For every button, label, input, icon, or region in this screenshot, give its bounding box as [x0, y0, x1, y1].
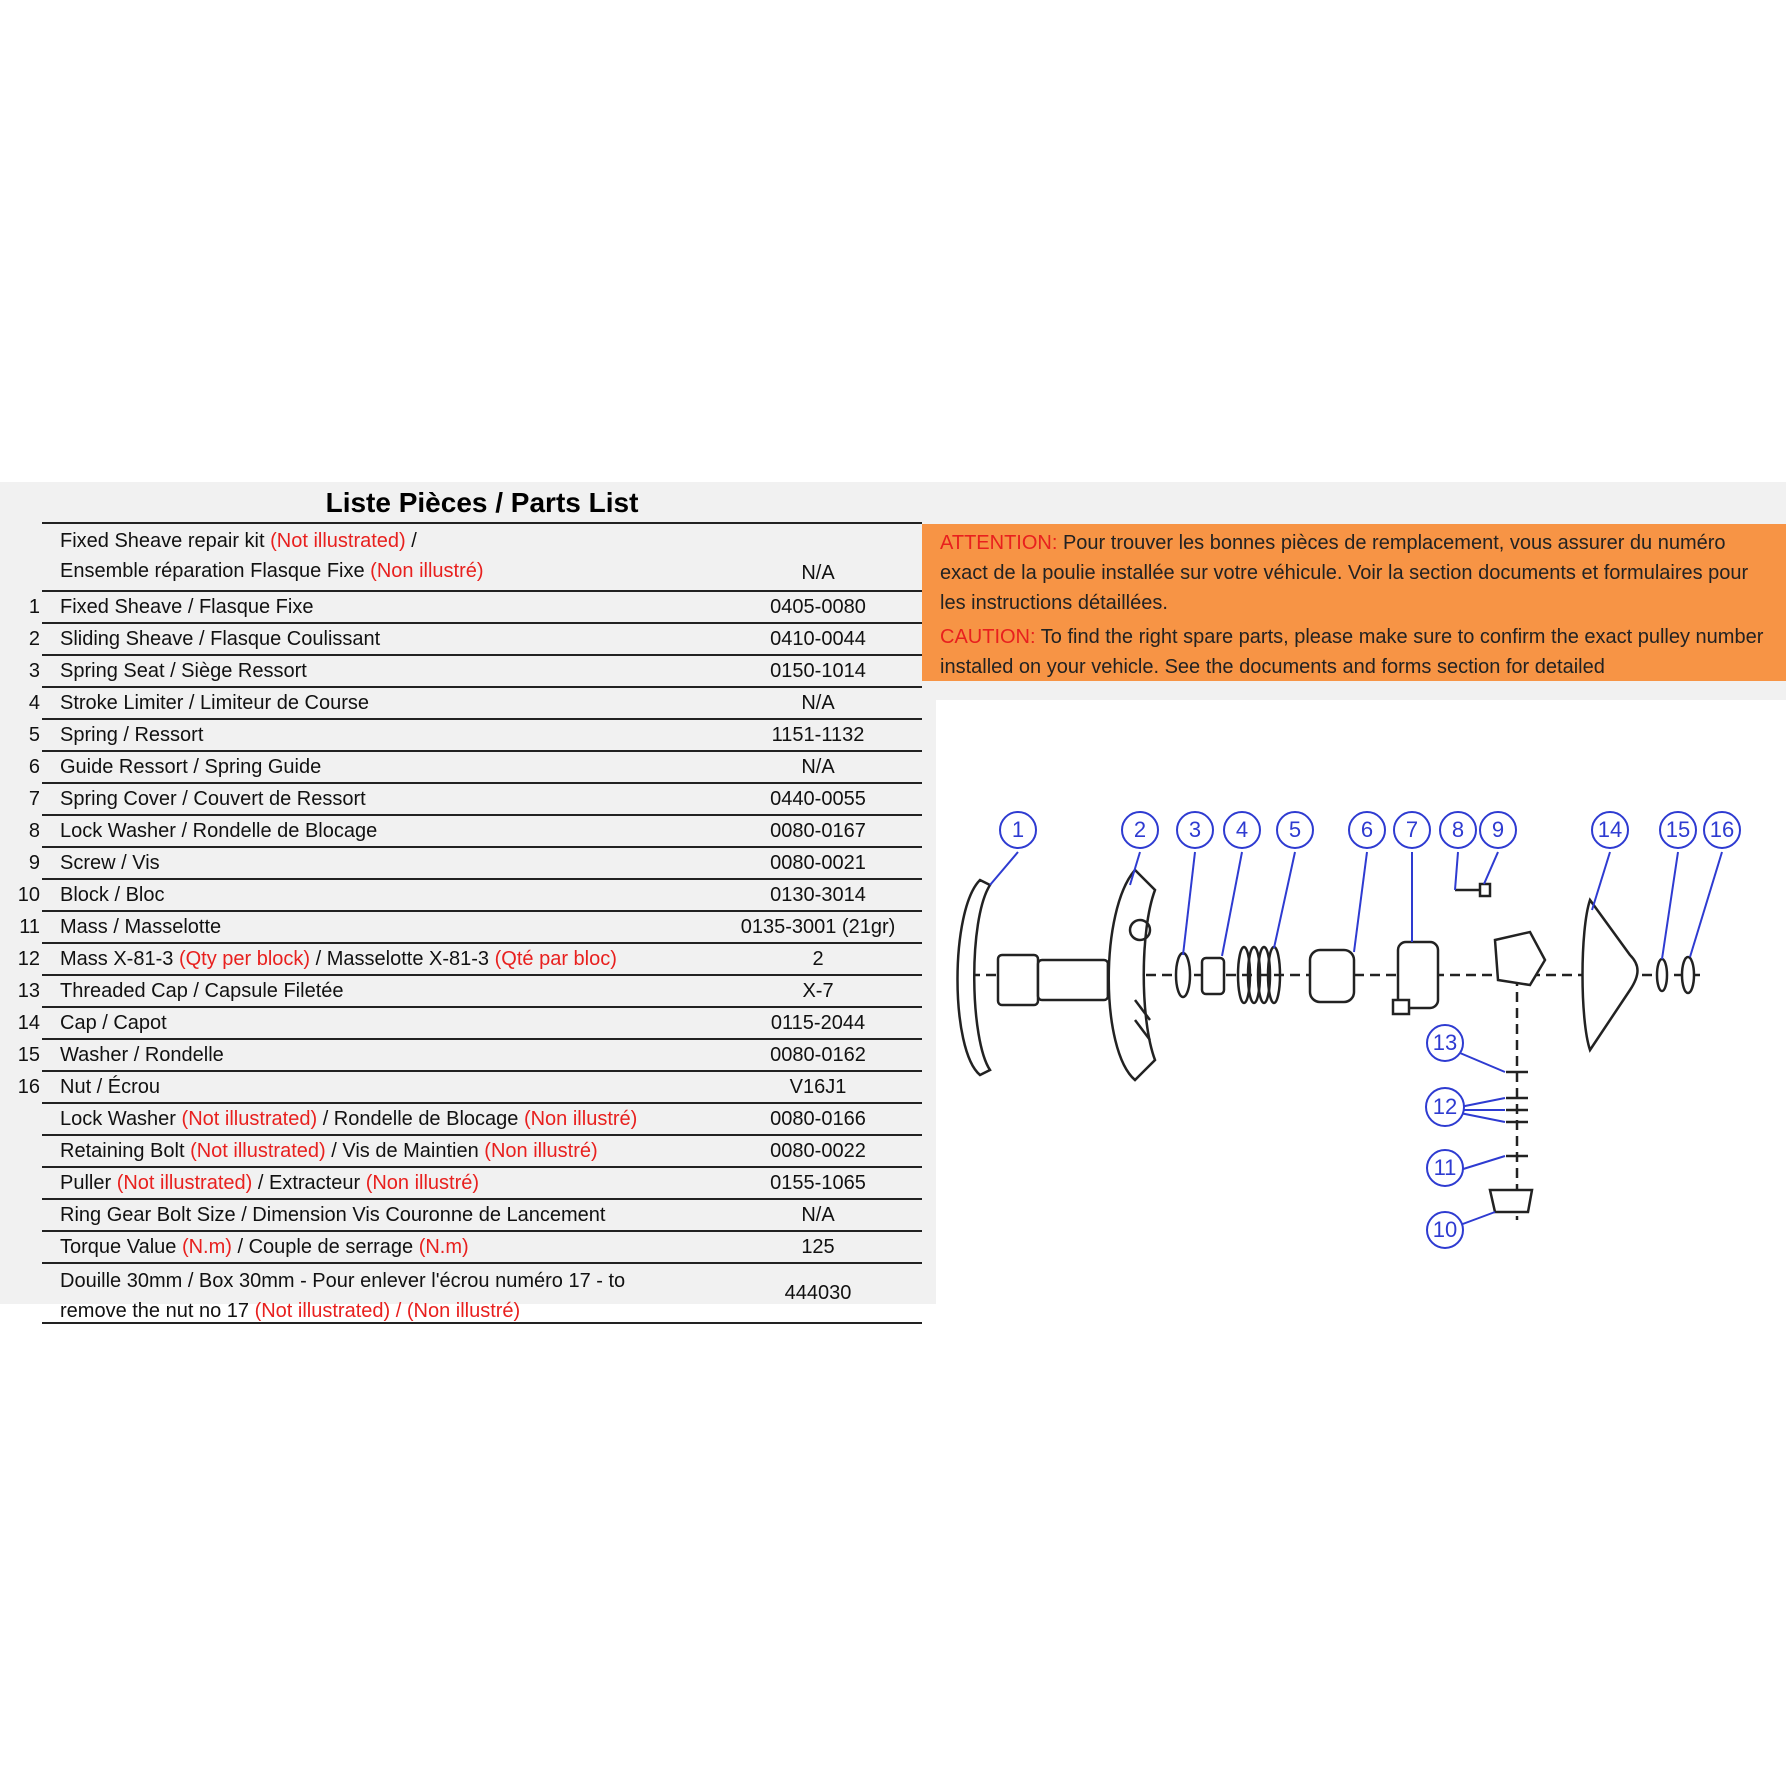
- kit-line1: Fixed Sheave repair kit: [60, 530, 271, 552]
- extra-description-b: / Extracteur: [252, 1172, 366, 1194]
- part-description: Nut / Écrou: [60, 1076, 161, 1098]
- block-part: [1495, 932, 1545, 985]
- part-description-cell: [60, 752, 321, 782]
- callout-10: [1427, 1212, 1463, 1248]
- exploded-diagram: [950, 760, 1750, 1270]
- extra-description-cell: [60, 1168, 479, 1198]
- block-bottom-part: [1490, 1190, 1532, 1212]
- part-number: 4: [28, 692, 40, 714]
- callout-7: [1394, 812, 1430, 848]
- extra-code: 0080-0022: [770, 1140, 866, 1162]
- part-number: 3: [28, 660, 40, 682]
- part-code: N/A: [801, 692, 835, 714]
- extra-description: Puller: [60, 1172, 117, 1194]
- part-code: 0080-0162: [770, 1044, 866, 1066]
- part-code: 0135-3001 (21gr): [740, 916, 896, 938]
- extra-description-cell: [60, 1200, 605, 1230]
- part-code: 1151-1132: [771, 724, 865, 746]
- part-code: 0150-1014: [770, 660, 866, 682]
- svg-text:1: 1: [1011, 816, 1025, 842]
- callout-5: [1277, 812, 1313, 848]
- part-number: 6: [28, 756, 40, 778]
- table-row: [14, 592, 922, 622]
- socket-code: 444030: [784, 1282, 852, 1304]
- part-description: Guide Ressort / Spring Guide: [60, 756, 322, 778]
- part-description-cell: [60, 880, 164, 910]
- extra-description-b: / Vis de Maintien: [325, 1140, 485, 1162]
- part-description-cell: [60, 784, 366, 814]
- part-description-cell: [60, 688, 369, 718]
- socket-line2: remove the nut no 17: [60, 1300, 255, 1322]
- part-note: (Qty per block): [178, 948, 311, 970]
- part-code: V16J1: [789, 1076, 847, 1098]
- part-number: 14: [17, 1012, 40, 1034]
- socket-line2-note: (Not illustrated) / (Non illustré): [254, 1300, 521, 1322]
- part-description: Cap / Capot: [60, 1012, 167, 1034]
- screw-part: [1455, 884, 1490, 896]
- svg-text:13: 13: [1432, 1029, 1458, 1055]
- svg-text:11: 11: [1433, 1154, 1457, 1180]
- part-number: 13: [17, 980, 40, 1002]
- svg-text:5: 5: [1288, 816, 1302, 842]
- svg-text:9: 9: [1491, 816, 1505, 842]
- kit-line2-note: (Non illustré): [370, 560, 484, 582]
- part-code: 0440-0055: [770, 788, 866, 810]
- callout-2: [1122, 812, 1158, 848]
- part-note-b: (Qté par bloc): [494, 948, 617, 970]
- parts-table: [14, 522, 922, 1324]
- callout-6: [1349, 812, 1385, 848]
- table-row-extra: [14, 1104, 922, 1134]
- table-row: [14, 944, 922, 974]
- svg-text:16: 16: [1709, 816, 1735, 842]
- part-description-cell: [60, 592, 313, 622]
- part-description: Lock Washer / Rondelle de Blocage: [60, 820, 378, 842]
- table-row: [14, 848, 922, 878]
- kit-code: N/A: [801, 562, 835, 584]
- attention-paragraph: [940, 528, 1768, 618]
- part-number: 8: [28, 820, 40, 842]
- svg-text:7: 7: [1405, 816, 1419, 842]
- extra-note: (Not illustrated): [181, 1108, 318, 1130]
- part-code: X-7: [802, 980, 834, 1002]
- extra-note: (Not illustrated): [116, 1172, 253, 1194]
- svg-text:6: 6: [1360, 816, 1374, 842]
- callout-16: [1704, 812, 1740, 848]
- part-description-cell: [60, 848, 160, 878]
- svg-text:10: 10: [1432, 1216, 1458, 1242]
- part-code: 0405-0080: [770, 596, 866, 618]
- extra-description: Ring Gear Bolt Size / Dimension Vis Couronne de Lancement: [60, 1204, 606, 1226]
- table-row-extra: [14, 1200, 922, 1230]
- table-row-kit: [14, 524, 922, 590]
- part-description-b: / Masselotte X-81-3: [310, 948, 495, 970]
- part-description: Stroke Limiter / Limiteur de Course: [60, 692, 370, 714]
- part-description: Spring / Ressort: [60, 724, 204, 746]
- extra-note: (Not illustrated): [190, 1140, 326, 1162]
- table-row-socket: [14, 1264, 922, 1322]
- part-code: 0130-3014: [770, 884, 866, 906]
- kit-line1-note: (Not illustrated): [270, 530, 406, 552]
- part-number: 15: [17, 1044, 40, 1066]
- table-row-extra: [14, 1168, 922, 1198]
- extra-description: Lock Washer: [60, 1108, 182, 1130]
- table-row-extra: [14, 1136, 922, 1166]
- table-row: [14, 1040, 922, 1070]
- table-row: [14, 624, 922, 654]
- part-description-cell: [60, 624, 380, 654]
- extra-note-b: (Non illustré): [484, 1140, 598, 1162]
- caution-label: CAUTION:: [940, 626, 1041, 648]
- callout-14: [1592, 812, 1628, 848]
- part-code: 0080-0021: [770, 852, 866, 874]
- part-code: 0115-2044: [770, 1012, 866, 1034]
- part-number: 12: [17, 948, 40, 970]
- part-description-cell: [60, 976, 344, 1006]
- attention-text: Pour trouver les bonnes pièces de remplacement, vous assurer du numéro exact de la poulie installée sur votre véhicule. Voir la section documents et formulaires pour les instructions détaillées.: [940, 532, 1749, 614]
- cap-part: [1583, 900, 1638, 1050]
- spring-seat-part: [1176, 953, 1190, 997]
- socket-description: [60, 1266, 625, 1326]
- part-number: 9: [28, 852, 40, 874]
- svg-text:8: 8: [1451, 816, 1465, 842]
- fixed-sheave-part: [958, 880, 1129, 1075]
- part-code: 2: [812, 948, 824, 970]
- callout-13: [1427, 1025, 1463, 1061]
- part-description-cell: [60, 816, 377, 846]
- kit-line2: Ensemble réparation Flasque Fixe: [60, 560, 371, 582]
- svg-text:2: 2: [1133, 816, 1147, 842]
- leader-lines: [990, 852, 1722, 1225]
- part-description: Spring Cover / Couvert de Ressort: [60, 788, 366, 810]
- parts-rows: [14, 592, 922, 1104]
- extra-description: Retaining Bolt: [60, 1140, 191, 1162]
- kit-description: [60, 526, 484, 586]
- spring-guide-part: [1310, 950, 1354, 1002]
- extra-note: (N.m): [181, 1236, 232, 1258]
- part-description-cell: [60, 1008, 167, 1038]
- svg-text:14: 14: [1597, 816, 1623, 842]
- callout-1: [1000, 812, 1036, 848]
- extra-note-b: (Non illustré): [523, 1108, 638, 1130]
- part-number: 1: [28, 596, 40, 618]
- table-row: [14, 720, 922, 750]
- extra-code: 125: [801, 1236, 835, 1258]
- part-code: N/A: [801, 756, 835, 778]
- extra-description: Torque Value: [60, 1236, 182, 1258]
- stroke-limiter-part: [1202, 958, 1224, 994]
- part-description: Threaded Cap / Capsule Filetée: [60, 980, 344, 1002]
- part-description-cell: [60, 656, 307, 686]
- part-description: Washer / Rondelle: [60, 1044, 224, 1066]
- part-description: Spring Seat / Siège Ressort: [60, 660, 307, 682]
- notice-box: [922, 524, 1786, 681]
- table-row: [14, 784, 922, 814]
- table-row: [14, 816, 922, 846]
- extra-description-cell: [60, 1104, 637, 1134]
- part-number: 16: [17, 1076, 40, 1098]
- table-row-extra: [14, 1232, 922, 1262]
- callout-4: [1224, 812, 1260, 848]
- svg-text:4: 4: [1235, 816, 1249, 842]
- svg-text:3: 3: [1188, 816, 1202, 842]
- part-code: 0080-0167: [770, 820, 866, 842]
- callout-11: [1427, 1150, 1463, 1186]
- spring-cover-part: [1393, 942, 1438, 1014]
- part-description: Sliding Sheave / Flasque Coulissant: [60, 628, 381, 650]
- callout-12: [1426, 1088, 1464, 1126]
- table-row: [14, 688, 922, 718]
- table-row: [14, 1072, 922, 1102]
- part-description: Block / Bloc: [60, 884, 165, 906]
- table-row: [14, 912, 922, 942]
- extra-note-b: (N.m): [418, 1236, 469, 1258]
- svg-text:15: 15: [1665, 816, 1691, 842]
- attention-label: ATTENTION:: [940, 532, 1058, 554]
- extra-description-b: / Rondelle de Blocage: [317, 1108, 524, 1130]
- socket-line1: Douille 30mm / Box 30mm - Pour enlever l'écrou numéro 17 - to: [60, 1270, 626, 1292]
- extras-rows: [14, 1104, 922, 1264]
- part-description-cell: [60, 720, 203, 750]
- extra-description-cell: [60, 1232, 469, 1262]
- part-code: 0410-0044: [770, 628, 866, 650]
- extra-code: N/A: [801, 1204, 835, 1226]
- caution-text: To find the right spare parts, please make sure to confirm the exact pulley number installed on your vehicle. See the documents and forms section for detailed: [940, 626, 1764, 678]
- part-description-cell: [60, 912, 221, 942]
- callout-8: [1440, 812, 1476, 848]
- part-number: 5: [28, 724, 40, 746]
- extra-note-b: (Non illustré): [365, 1172, 480, 1194]
- extra-description-cell: [60, 1136, 598, 1166]
- nut-part: [1682, 957, 1694, 993]
- part-number: 11: [19, 916, 40, 938]
- washer-part: [1657, 959, 1667, 991]
- part-description: Screw / Vis: [60, 852, 160, 874]
- part-number: 2: [28, 628, 40, 650]
- part-description: Mass / Masselotte: [60, 916, 222, 938]
- extra-description-b: / Couple de serrage: [231, 1236, 419, 1258]
- part-description: Fixed Sheave / Flasque Fixe: [60, 596, 314, 618]
- table-row: [14, 976, 922, 1006]
- part-number: 7: [28, 788, 40, 810]
- extra-code: 0155-1065: [770, 1172, 866, 1194]
- page-title: Liste Pièces / Parts List: [325, 487, 639, 518]
- table-row: [14, 752, 922, 782]
- part-description-cell: [60, 1072, 160, 1102]
- svg-text:12: 12: [1432, 1093, 1458, 1119]
- callout-3: [1177, 812, 1213, 848]
- table-row: [14, 1008, 922, 1038]
- callout-9: [1480, 812, 1516, 848]
- extra-code: 0080-0166: [770, 1108, 866, 1130]
- caution-paragraph: [940, 622, 1768, 681]
- table-row: [14, 880, 922, 910]
- part-number: 10: [17, 884, 40, 906]
- part-description-cell: [60, 944, 617, 974]
- part-description-cell: [60, 1040, 224, 1070]
- callout-15: [1660, 812, 1696, 848]
- part-description: Mass X-81-3: [60, 948, 179, 970]
- table-row: [14, 656, 922, 686]
- kit-line1-tail: /: [405, 530, 417, 552]
